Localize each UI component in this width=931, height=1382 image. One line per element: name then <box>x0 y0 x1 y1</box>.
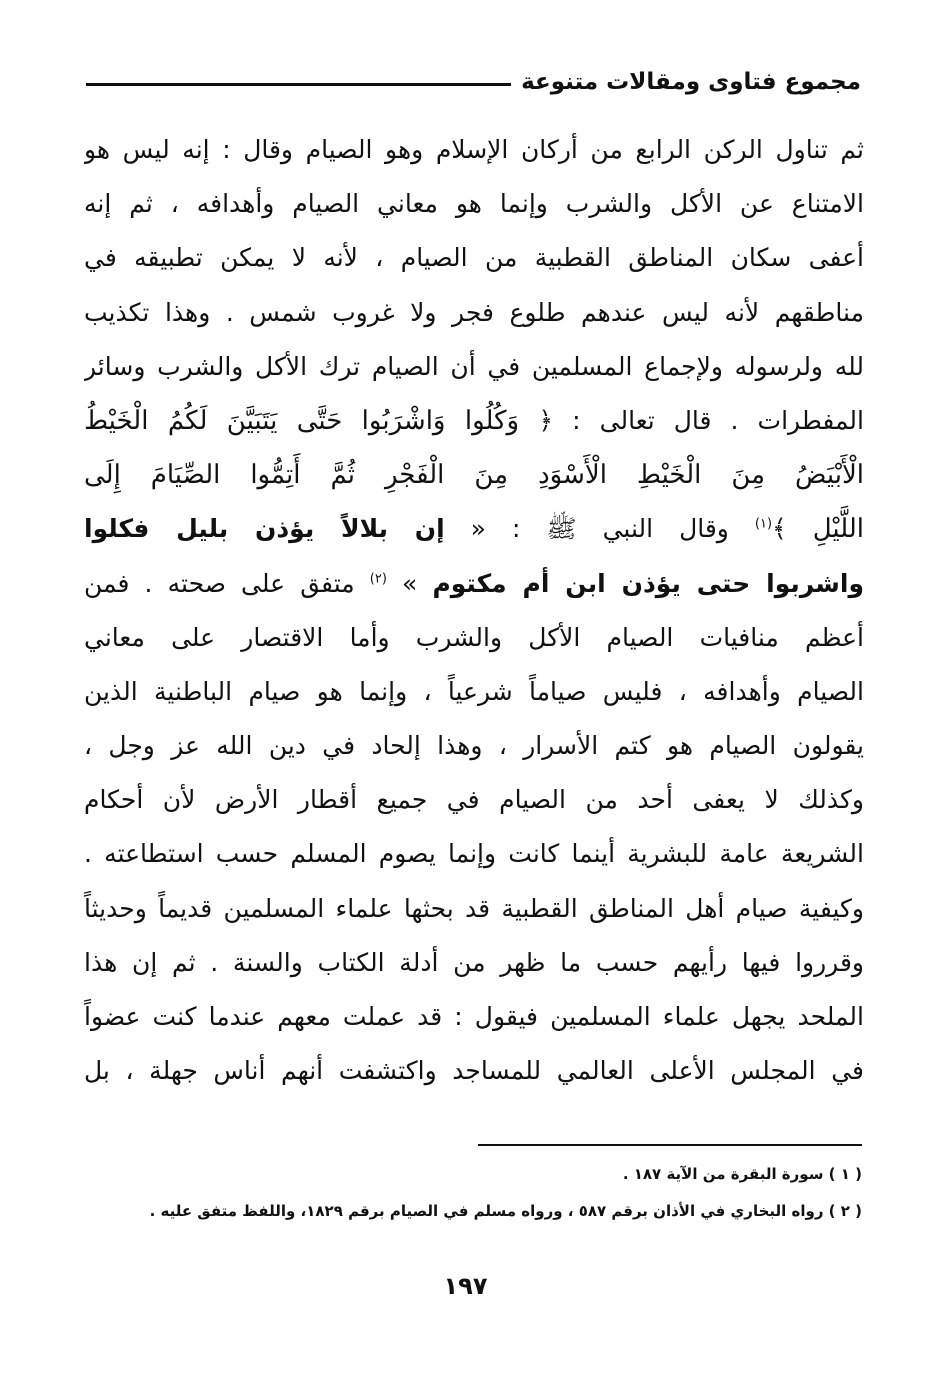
body-line: مناطقهم لأنه ليس عندهم طلوع فجر ولا غروب شمس . وهذا تكذيب <box>84 297 864 327</box>
body-line: الامتناع عن الأكل والشرب وإنما هو معاني الصيام وأهدافه ، ثم إنه <box>84 189 864 219</box>
body-line: وقرروا فيها رأيهم حسب ما ظهر من أدلة الكتاب والسنة . ثم إن هذا <box>84 947 864 977</box>
footnotes <box>110 1156 862 1230</box>
footnote-marker: (٢) <box>369 571 387 587</box>
footnote: ( ٢ ) رواه البخاري في الأذان برقم ٥٨٧ ، ورواه مسلم في الصيام برقم ١٨٢٩، واللفظ متفق عليه . <box>149 1202 862 1220</box>
body-line: الملحد يجهل علماء المسلمين فيقول : قد عملت معهم عندما كنت عضواً <box>84 1002 864 1031</box>
body-text <box>84 123 864 1098</box>
body-line-hadith-start <box>84 502 864 556</box>
body-line-hadith-end <box>84 557 864 611</box>
body-line: لله ولرسوله ولإجماع المسلمين في أن الصيام ترك الأكل والشرب وسائر <box>84 351 864 381</box>
footnote-marker: (١) <box>754 516 773 532</box>
body-line: وكيفية صيام أهل المناطق القطبية قد بحثها علماء المسلمين قديماً وحديثاً <box>84 893 864 923</box>
body-line: أعظم منافيات الصيام الأكل والشرب وأما الاقتصار على معاني <box>84 622 864 652</box>
body-line: وكذلك لا يعفى أحد من الصيام في جميع أقطار الأرض لأن أحكام <box>84 785 864 815</box>
page-number: ١٩٧ <box>443 1272 488 1300</box>
quran-verse: الْأَبْيَضُ مِنَ الْخَيْطِ الْأَسْوَدِ مِنَ الْفَجْرِ ثُمَّ أَتِمُّوا الصِّيَامَ إِلَى <box>84 460 864 491</box>
body-line-quran-start <box>84 394 864 448</box>
body-line: يقولون الصيام هو كتم الأسرار ، وهذا إلحاد في دين الله عز وجل ، <box>84 731 864 761</box>
body-line-quran <box>84 448 864 502</box>
body-line: ثم تناول الركن الرابع من أركان الإسلام وهو الصيام وقال : إنه ليس هو <box>84 135 864 164</box>
quran-close-bracket: ﴾ <box>772 514 813 544</box>
text-segment: المفطرات . قال تعالى : ﴿ <box>538 405 864 435</box>
body-line: في المجلس الأعلى العالمي للمساجد واكتشفت أنهم أناس جهلة ، بل <box>84 1056 864 1086</box>
text-segment: » <box>386 568 433 598</box>
text-segment: وقال النبي ﷺ : « <box>444 514 755 544</box>
header-rule <box>86 83 511 86</box>
text-segment: متفق على صحته . فمن <box>84 568 370 598</box>
hadith-text: إن بلالاً يؤذن بليل فكلوا <box>84 514 445 544</box>
footnote: ( ١ ) سورة البقرة من الآية ١٨٧ . <box>622 1165 862 1183</box>
hadith-text: واشربوا حتى يؤذن ابن أم مكتوم <box>432 568 864 598</box>
body-line: الشريعة عامة للبشرية أينما كانت وإنما يصوم المسلم حسب استطاعته . <box>84 839 864 869</box>
quran-verse: اللَّيْلِ <box>812 514 864 545</box>
body-line: الصيام وأهدافه ، فليس صياماً شرعياً ، وإنما هو صيام الباطنية الذين <box>84 676 864 706</box>
footnote-divider <box>478 1144 862 1146</box>
header-title: مجموع فتاوى ومقالات متنوعة <box>521 69 861 95</box>
running-header <box>86 62 861 102</box>
body-line: أعفى سكان المناطق القطبية من الصيام ، لأنه لا يمكن تطبيقه في <box>84 243 864 273</box>
quran-verse: وَكُلُوا وَاشْرَبُوا حَتَّى يَتَبَيَّنَ لَكُمُ الْخَيْطُ <box>84 405 539 436</box>
